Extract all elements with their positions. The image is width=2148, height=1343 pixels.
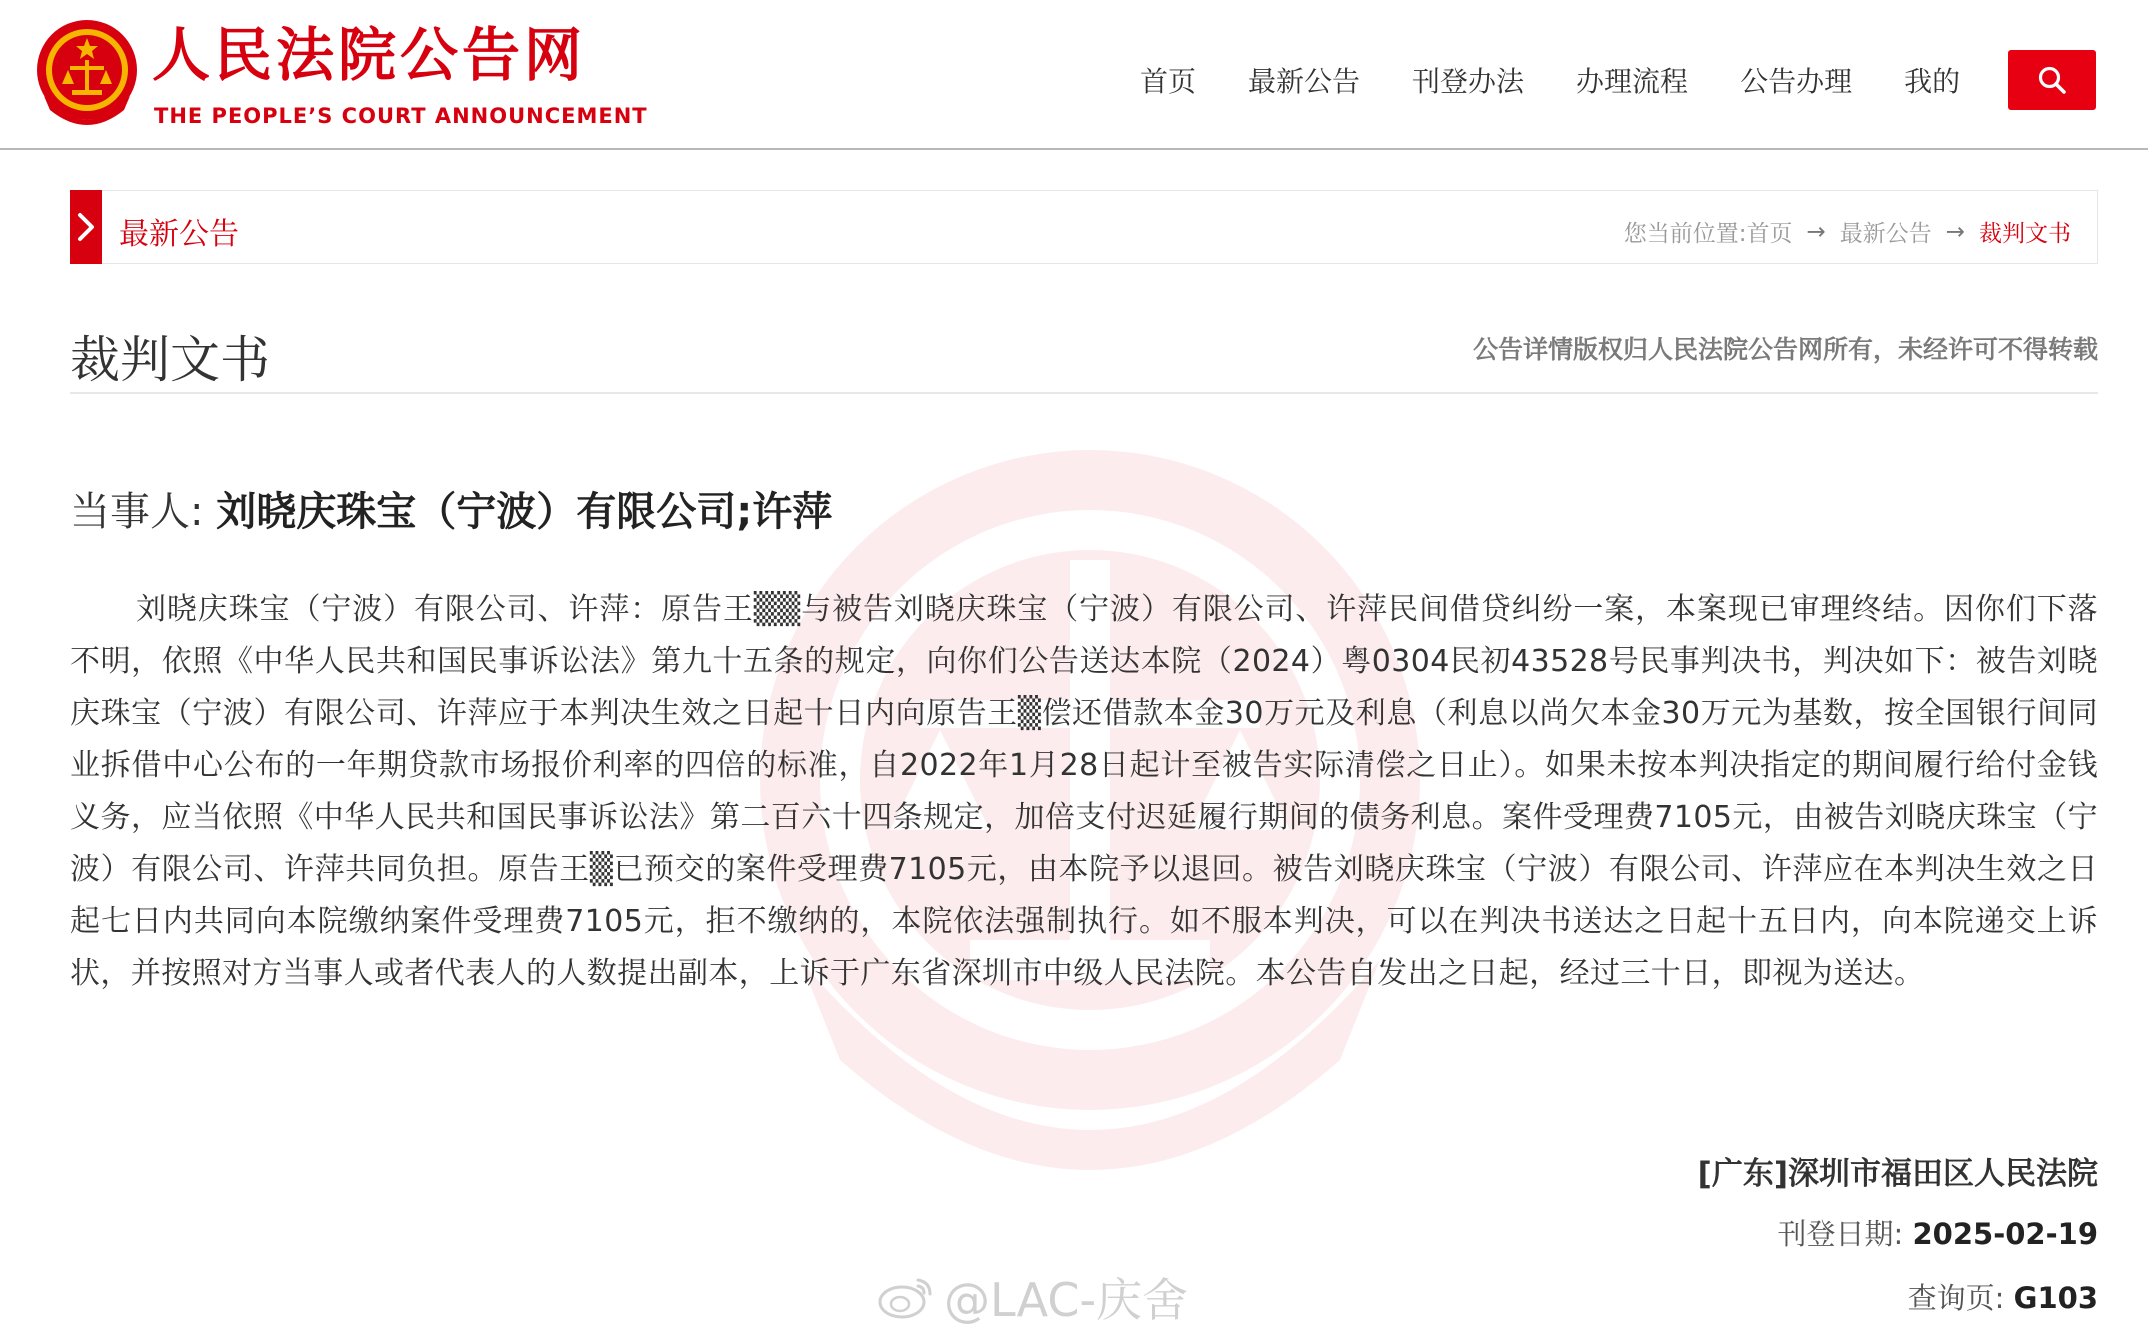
party-names: 刘晓庆珠宝（宁波）有限公司;许萍 — [216, 489, 833, 535]
court-emblem-icon[interactable] — [32, 14, 142, 132]
divider — [70, 392, 2098, 394]
query-page: G103 — [2013, 1281, 2098, 1315]
breadcrumb-trail — [1624, 215, 2071, 248]
main-nav — [1140, 60, 2012, 100]
breadcrumb-current[interactable]: 裁判文书 — [1979, 221, 2071, 247]
publish-date: 2025-02-19 — [1912, 1217, 2098, 1251]
nav-item-mine[interactable]: 我的 — [1904, 65, 1961, 98]
search-icon — [2037, 65, 2067, 95]
nav-item-home[interactable]: 首页 — [1140, 65, 1197, 98]
section-marker — [70, 190, 102, 264]
nav-item-latest[interactable]: 最新公告 — [1248, 65, 1361, 98]
nav-item-process[interactable]: 办理流程 — [1576, 65, 1689, 98]
party-label: 当事人: — [70, 489, 204, 535]
court-name: [广东]深圳市福田区人民法院 — [1697, 1156, 2098, 1192]
announcement-body: 刘晓庆珠宝（宁波）有限公司、许萍：原告王▒▒与被告刘晓庆珠宝（宁波）有限公司、许萍民间借贷纠纷一案，本案现已审理终结。因你们下落不明，依照《中华人民共和国民事诉讼法》第九十五条的规定，向你们公告送达本院（2024）粤0304民初43528号民事判决书，判决如下：被告刘晓庆珠宝（宁波）有限公司、许萍应于本判决生效之日起十日内向原告王▒偿还借款本金30万元及利息（利息以尚欠本金30万元为基数，按全国银行间同业拆借中心公布的一年期贷款市场报价利率的四倍的标准，自2022年1月28日起计至被告实际清偿之日止）。如果未按本判决指定的期间履行给付金钱义务，应当依照《中华人民共和国民事诉讼法》第二百六十四条规定，加倍支付迟延履行期间的债务利息。案件受理费7105元，由被告刘晓庆珠宝（宁波）有限公司、许萍共同负担。原告王▒已预交的案件受理费7105元，由本院予以退回。被告刘晓庆珠宝（宁波）有限公司、许萍应在本判决生效之日起七日内共同向本院缴纳案件受理费7105元，拒不缴纳的，本院依法强制执行。如不服本判决，可以在判决书送达之日起十五日内，向本院递交上诉状，并按照对方当事人或者代表人的人数提出副本，上诉于广东省深圳市中级人民法院。本公告自发出之日起，经过三十日，即视为送达。 — [70, 592, 2098, 991]
copyright-notice: 公告详情版权归人民法院公告网所有，未经许可不得转载 — [1472, 335, 2098, 364]
query-page-row — [1908, 1276, 2098, 1317]
breadcrumb-home[interactable]: 首页 — [1746, 221, 1793, 247]
site-title[interactable]: 人民法院公告网 — [152, 21, 587, 89]
nav-item-handle[interactable]: 公告办理 — [1740, 65, 1853, 98]
search-button[interactable] — [2008, 50, 2096, 110]
weibo-handle: @LAC-庆舍 — [944, 1273, 1189, 1327]
site-subtitle: THE PEOPLE’S COURT ANNOUNCEMENT — [154, 104, 648, 128]
breadcrumb-arrow: → — [1806, 218, 1826, 245]
chevron-right-icon — [77, 212, 95, 242]
breadcrumb-arrow: → — [1945, 218, 1965, 245]
page-title: 裁判文书 — [70, 331, 270, 389]
site-header — [0, 0, 2148, 150]
weibo-watermark — [878, 1264, 1188, 1330]
nav-item-publish-method[interactable]: 刊登办法 — [1412, 65, 1525, 98]
publish-date-row — [1778, 1212, 2099, 1253]
weibo-icon — [878, 1274, 934, 1320]
breadcrumb — [70, 190, 2098, 264]
query-page-label: 查询页: — [1907, 1281, 2005, 1315]
breadcrumb-latest[interactable]: 最新公告 — [1839, 221, 1932, 247]
breadcrumb-prefix: 您当前位置: — [1623, 221, 1747, 247]
section-title[interactable]: 最新公告 — [119, 217, 239, 252]
publish-date-label: 刊登日期: — [1777, 1217, 1904, 1251]
party-line — [70, 480, 832, 537]
